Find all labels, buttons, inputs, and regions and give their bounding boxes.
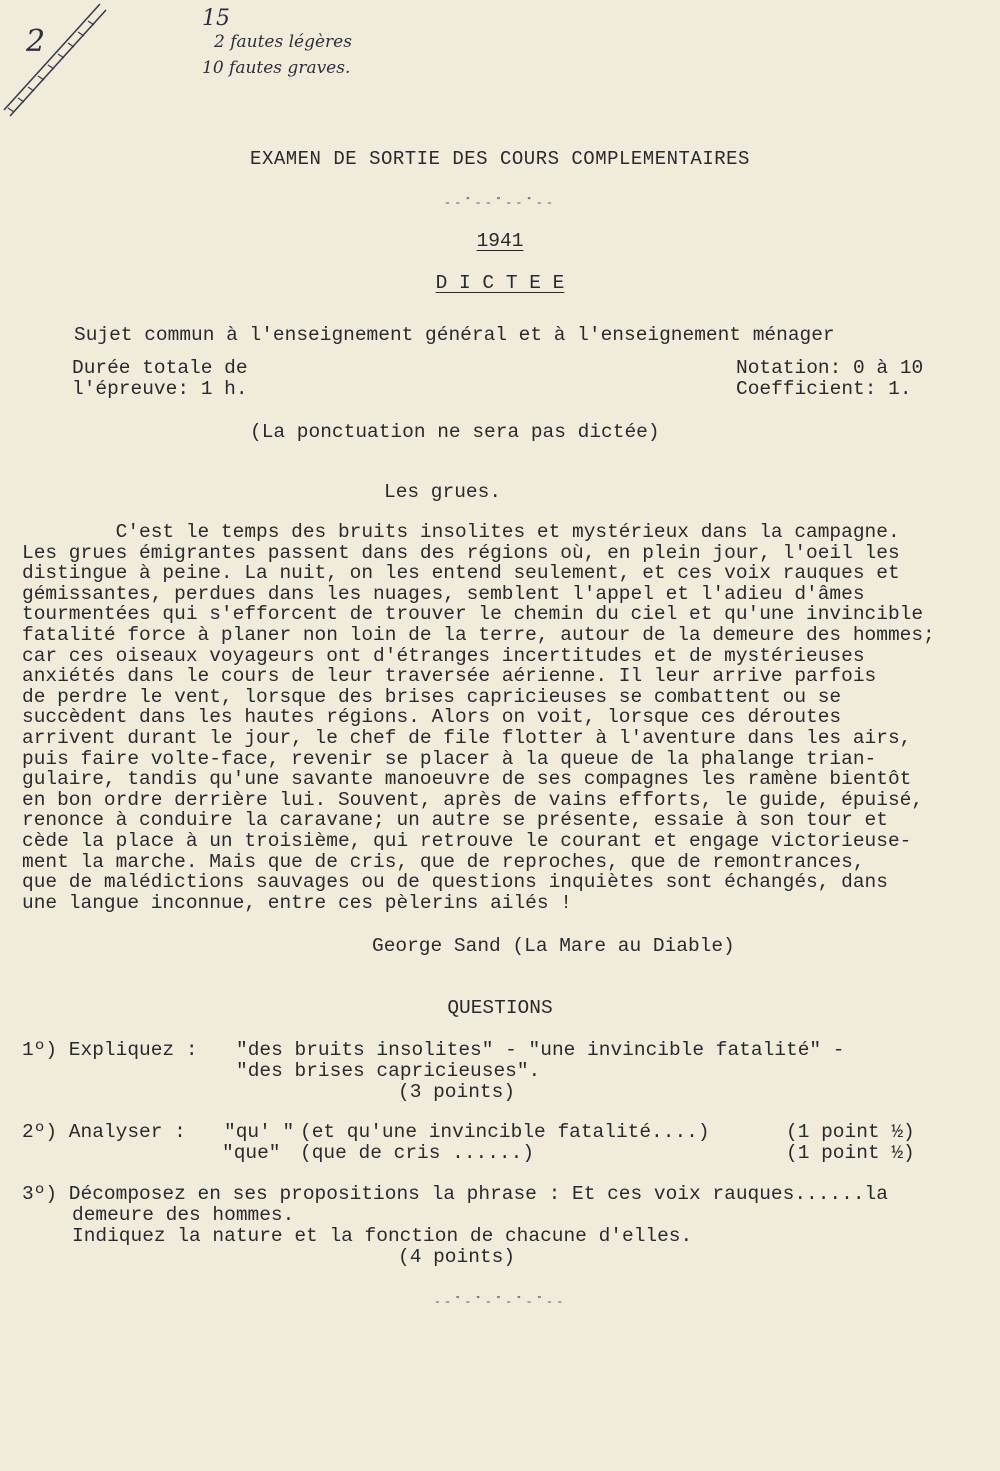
subject-description: Sujet commun à l'enseignement général et à l'enseignement ménager	[74, 324, 835, 346]
question-2-context-b: (que de cris ......)	[300, 1142, 535, 1164]
handwritten-page-number: 2	[26, 24, 46, 59]
dictee-line: tourmentées qui s'efforcent de trouver le chemin du ciel et qu'une invincible	[22, 603, 924, 626]
question-1-label: 1º) Expliquez :	[22, 1039, 198, 1061]
question-3-label: 3º) Décomposez en ses propositions la phrase : Et ces voix rauques......la	[22, 1183, 888, 1205]
handwritten-fautes-legeres: 2 fautes légères	[214, 32, 352, 52]
dictee-line: arrivent durant le jour, le chef de file flotter à l'aventure dans les airs,	[22, 726, 912, 749]
dictee-line: cède la place à un troisième, qui retrouve le courant et engage victorieuse-	[22, 829, 912, 852]
question-1-line-1: "des bruits insolites" - "une invincible fatalité" -	[236, 1039, 845, 1061]
question-2-label: 2º) Analyser :	[22, 1121, 186, 1143]
question-1-line-2: "des brises capricieuses".	[236, 1060, 541, 1082]
dictee-line: C'est le temps des bruits insolites et mystérieux dans la campagne.	[22, 521, 900, 543]
question-2-points-b: (1 point ½)	[786, 1142, 915, 1164]
dictee-line: renonce à conduire la caravane; un autre se présente, essaie à son tour et	[22, 809, 888, 832]
dictee-line: Les grues émigrantes passent dans des régions où, en plein jour, l'oeil les	[22, 541, 900, 564]
question-2-points-a: (1 point ½)	[786, 1121, 915, 1143]
question-2-context-a: (et qu'une invincible fatalité....)	[300, 1121, 710, 1143]
handwritten-fautes-graves: 10 fautes graves.	[202, 58, 351, 78]
questions-title: QUESTIONS	[447, 997, 553, 1019]
subject-title: D I C T E E	[435, 272, 565, 294]
dictee-line: de perdre le vent, lorsque des brises capricieuses se combattent ou se	[22, 685, 842, 708]
exam-title: EXAMEN DE SORTIE DES COURS COMPLEMENTAIRES	[250, 148, 750, 170]
dictee-line: gulaire, tandis qu'une savante manoeuvre de ses compagnes les ramène bientôt	[22, 768, 912, 791]
question-3-points: (4 points)	[398, 1246, 516, 1268]
dictee-line: une langue inconnue, entre ces pèlerins ailés !	[22, 891, 572, 914]
question-3-line-2: demeure des hommes.	[72, 1204, 295, 1226]
dictee-line: succèdent dans les hautes régions. Alors on voit, lorsque ces déroutes	[22, 706, 842, 729]
punctuation-note: (La ponctuation ne sera pas dictée)	[250, 421, 660, 443]
dictee-title: Les grues.	[384, 481, 502, 503]
dictee-line: en bon ordre derrière lui. Souvent, après de vains efforts, le guide, épuisé,	[22, 788, 924, 811]
notation: Notation: 0 à 10	[736, 357, 924, 379]
dictee-line: distingue à peine. La nuit, on les entend seulement, et ces voix rauques et	[22, 562, 900, 585]
dictee-line: puis faire volte-face, revenir se placer à la queue de la phalange trian-	[22, 747, 877, 770]
dictee-author: George Sand (La Mare au Diable)	[372, 935, 735, 957]
question-3-line-3: Indiquez la nature et la fonction de chacune d'elles.	[72, 1225, 693, 1247]
coefficient: Coefficient: 1.	[736, 378, 912, 400]
question-2-word-a: "qu' "	[224, 1121, 295, 1143]
question-1-points: (3 points)	[398, 1081, 516, 1103]
duration-line-2: l'épreuve: 1 h.	[72, 378, 248, 400]
duration-line-1: Durée totale de	[72, 357, 248, 379]
question-2-word-b: "que"	[222, 1142, 281, 1164]
corner-pen-strokes	[0, 0, 120, 120]
decorative-separator-bottom: --˚-˚-˚-˚-˚--	[433, 1295, 567, 1309]
dictee-line: fatalité force à planer non loin de la terre, autour de la demeure des hommes;	[22, 623, 935, 646]
exam-year: 1941	[476, 230, 524, 252]
decorative-separator-top: --˚--˚--˚--	[443, 196, 557, 210]
dictee-line: anxiétés dans le cours de leur traversée aérienne. Il leur arrive parfois	[22, 665, 877, 688]
dictee-text	[22, 522, 997, 913]
handwritten-total: 15	[202, 6, 230, 31]
dictee-line: que de malédictions sauvages ou de questions inquiètes sont échangés, dans	[22, 871, 888, 894]
dictee-line: gémissantes, perdues dans les nuages, semblent l'appel et l'adieu d'âmes	[22, 582, 865, 605]
dictee-line: ment la marche. Mais que de cris, que de reproches, que de remontrances,	[22, 850, 865, 873]
dictee-line: car ces oiseaux voyageurs ont d'étranges incertitudes et de mystérieuses	[22, 644, 865, 667]
